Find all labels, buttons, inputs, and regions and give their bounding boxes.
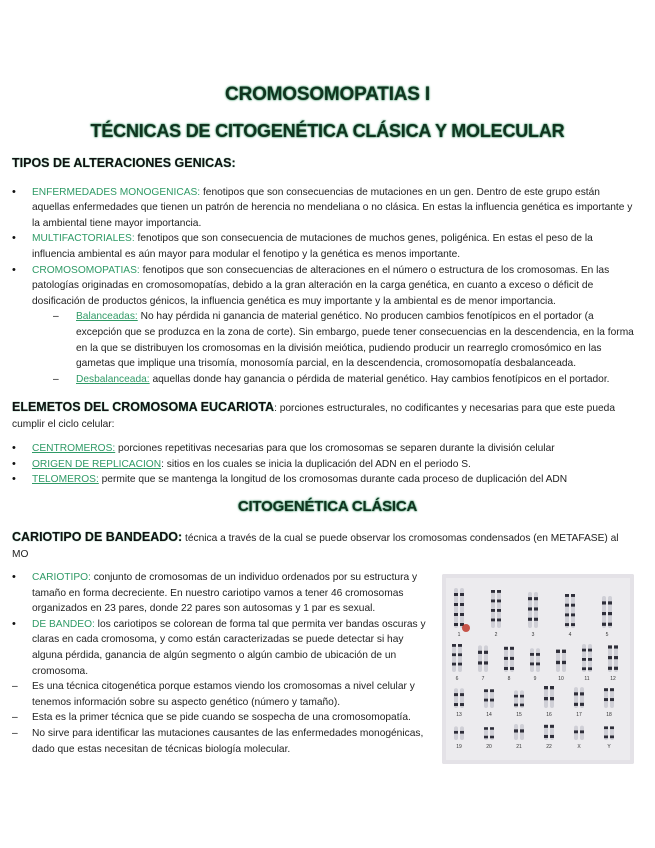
chromosome [514, 724, 518, 740]
section-tipos [12, 156, 637, 387]
cariotipo-intro [12, 530, 637, 562]
item-text: aquellas donde hay ganancia o pérdida de material genético. Hay cambios fenotípicos en el portador. [149, 373, 610, 385]
chromosome-label: 9 [533, 676, 537, 682]
chromosome [528, 592, 532, 628]
section-heading-citogenetica: CITOGENÉTICA CLÁSICA [237, 498, 418, 515]
term: Desbalanceada: [76, 373, 150, 385]
chromosome [562, 650, 566, 672]
tipos-list [12, 185, 637, 388]
karyotype-figure [442, 574, 634, 764]
sub-list-item [53, 309, 637, 371]
note-item: – Esta es la primer técnica que se pide cuando se sospecha de una cromosomopatía. [12, 710, 430, 726]
chromosome [550, 686, 554, 708]
chromosome-label: 21 [516, 744, 522, 750]
chromosome [520, 690, 524, 708]
chromosome [520, 724, 524, 740]
chromosome-label: 5 [605, 632, 609, 638]
chromosome [484, 727, 488, 740]
item-text: No hay pérdida ni ganancia de material genético. No producen cambios fenotípicos en el portador (a excepción que se produzca en la zona de corte). Sin embargo, puede tener consecuencias en la descendencia, en la forma en la que se distribuyen los cromosomas en la división meiótica, pudiendo producir un rearreglo cromosómico en las gametas que implique una trisomía, monosomía parcial, en la descendencia, cromosomopatía desbalanceada. [76, 311, 634, 370]
chromosome-label: 12 [610, 676, 616, 682]
chromosome-label: 16 [546, 712, 552, 718]
item-text: permite que se mantenga la longitud de los cromosomas durante cada proceso de duplicación del ADN [98, 474, 568, 486]
term: ENFERMEDADES MONOGENICAS: [32, 186, 201, 198]
chromosome-label: 6 [455, 676, 459, 682]
list-item [12, 457, 637, 473]
page-title: CROMOSOMOPATIAS I [225, 84, 430, 105]
item-text: porciones repetitivas necesarias para que los cromosomas se separen durante la división celular [115, 443, 555, 455]
chromosome-label: 13 [456, 712, 462, 718]
chromosome-label: 14 [486, 712, 492, 718]
chromosome [550, 725, 554, 740]
chromosome [608, 596, 612, 628]
section-heading-elementos: ELEMETOS DEL CROMOSOMA EUCARIOTA [12, 400, 275, 414]
elementos-list [12, 441, 637, 488]
chromosome [460, 726, 464, 740]
chromosome [497, 590, 501, 628]
chromosome [582, 644, 586, 672]
chromosome-label: 7 [481, 676, 485, 682]
chromosome [588, 644, 592, 672]
term: CENTROMEROS: [32, 443, 116, 455]
item-text: conjunto de cromosomas de un individuo ordenados por su estructura y tamaño en forma decreciente. En nuestro cariotipo vamos a tener 46 cromosomas organizados en 23 pares, donde 22 pares son autosomas y 1 par es sexual. [32, 572, 418, 615]
chromosome [491, 590, 495, 628]
chromosome [454, 588, 458, 628]
chromosome [454, 688, 458, 708]
item-text: los cariotipos se colorean de forma tal que permita ver bandas oscuras y claras en cada cromosoma, y como están caracterizadas se puede detectar si hay alguna pérdida, ganancia de algún segmento o algún cambio de ubicación de un cromosoma. [32, 618, 426, 677]
chromosome-label: 20 [486, 744, 492, 750]
chromosome [484, 645, 488, 672]
chromosome [574, 726, 578, 740]
chromosome [604, 688, 608, 708]
list-item [12, 472, 637, 488]
chromosome [454, 726, 458, 740]
chromosome-label: 11 [584, 676, 590, 682]
chromosome [504, 647, 508, 672]
chromosome [574, 687, 578, 708]
chromosome-label: 4 [568, 632, 572, 638]
intro-text: técnica a través de la cual se puede observar los cromosomas condensados (en METAFASE) al MO [12, 533, 619, 560]
list-item [12, 617, 430, 679]
note-item: – Es una técnica citogenética porque estamos viendo los cromosomas a nivel celular y tenemos información sobre su aspecto genético (número y tamaño). [12, 679, 430, 710]
chromosome [534, 592, 538, 628]
chromosome-label: 19 [456, 744, 462, 750]
sub-list-item [53, 372, 637, 388]
chromosome-label: 10 [558, 676, 564, 682]
marker-icon [462, 624, 470, 632]
item-text: fenotipos que son consecuencias de mutaciones en un gen. Dentro de este grupo están aquellas enfermedades que tienen un patrón de herencia no mendeliana o no clásica. En estas la influencia genética es importante y la ambiental tiene mayor importancia. [32, 186, 633, 229]
chromosome-label: 17 [576, 712, 582, 718]
list-item [12, 263, 637, 388]
list-item [12, 441, 637, 457]
chromosome-label: 22 [546, 744, 552, 750]
item-text: fenotipos que son consecuencias de alteraciones en el número o estructura de los cromosomas. En las patologías originadas en cromosomopatías, debido a la gran alteración en la carga genética, en cuanto a exceso o déficit de dosificación de productos génicos, la influencia genética es muy importante y la ambiental es de menor importancia. [32, 264, 610, 307]
section-elementos [12, 400, 637, 488]
chromosome [580, 726, 584, 740]
chromosome-label: X [577, 744, 581, 750]
chromosome-label: 18 [606, 712, 612, 718]
term: MULTIFACTORIALES: [32, 233, 135, 245]
cariotipo-heading: CARIOTIPO DE BANDEADO: [12, 530, 183, 544]
cariotipo-list [12, 570, 430, 679]
cariotipo-details [12, 570, 430, 757]
chromosome [490, 689, 494, 708]
chromosome-label: 15 [516, 712, 522, 718]
chromosome-label: 3 [531, 632, 535, 638]
chromosome [604, 726, 608, 740]
term: TELOMEROS: [32, 474, 99, 486]
chromosome [452, 644, 456, 672]
chromosome [571, 594, 575, 628]
chromosome [608, 645, 612, 672]
chromosome-label: Y [607, 744, 611, 750]
item-text: : sitios en los cuales se inicia la duplicación del ADN en el periodo S. [161, 458, 471, 470]
term: CARIOTIPO: [32, 572, 91, 583]
chromosome [556, 650, 560, 672]
chromosome-label: 2 [494, 632, 498, 638]
cariotipo-notes [12, 679, 430, 757]
term: CROMOSOMOPATIAS: [32, 264, 140, 276]
list-item [12, 570, 430, 617]
item-text: fenotipos que son consecuencia de mutaciones de muchos genes, poligénica. En estas el peso de la influencia ambiental es aún mayor para modular el fenotipo y la genética es menos importante. [32, 233, 593, 260]
chromosome [544, 725, 548, 740]
list-item [12, 231, 637, 262]
chromosome [602, 596, 606, 628]
chromosome [614, 645, 618, 672]
chromosome [544, 686, 548, 708]
chromosome [580, 687, 584, 708]
chromosome [565, 594, 569, 628]
chromosome-label: 1 [457, 632, 461, 638]
chromosome [610, 688, 614, 708]
karyotype-image [442, 574, 634, 764]
chromosome [478, 645, 482, 672]
chromosome [536, 648, 540, 672]
term: Balanceadas: [76, 311, 138, 323]
section-heading-tipos: TIPOS DE ALTERACIONES GENICAS: [12, 156, 236, 170]
chromosome [490, 727, 494, 740]
chromosome [460, 588, 464, 628]
term: DE BANDEO: [32, 618, 95, 630]
chromosome [530, 648, 534, 672]
intro-text: : porciones estructurales, no codificantes y necesarias para que este pueda cumplir el ciclo celular: [12, 403, 615, 430]
chromosome [610, 726, 614, 740]
chromosome [484, 689, 488, 708]
chromosome [460, 688, 464, 708]
sub-list [32, 309, 637, 387]
term: ORIGEN DE REPLICACION [32, 458, 162, 470]
chromosome-label: 8 [507, 676, 511, 682]
note-item: – No sirve para identificar las mutaciones causantes de las enfermedades monogénicas, dado que estas necesitan de técnicas biología molecular. [12, 726, 430, 757]
elementos-intro [12, 400, 637, 432]
page-subtitle: TÉCNICAS DE CITOGENÉTICA CLÁSICA Y MOLECULAR [90, 121, 565, 141]
chromosome [458, 644, 462, 672]
chromosome [510, 647, 514, 672]
list-item [12, 185, 637, 232]
chromosome [514, 690, 518, 708]
